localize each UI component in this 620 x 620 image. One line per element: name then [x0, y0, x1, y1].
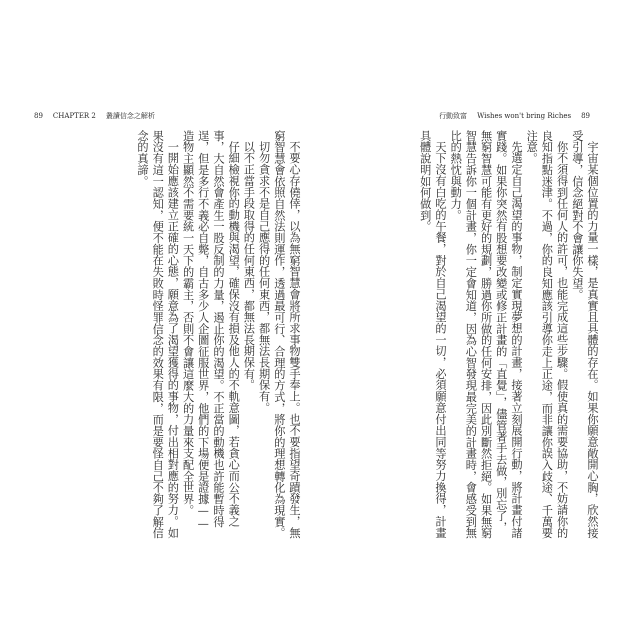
paragraph: 你不須得到任何人的許可，也能完成這些步驟。假使真的需要協助，不妨請你的良知指點迷津。不過，你的良知應該引導你走上正途，而非讓你誤入歧途、千萬要注意。: [525, 130, 569, 539]
book-spread: [26, 110, 599, 546]
paragraph: 先選定自己渴望的事物，制定實現夢想的計畫，接著立刻展開行動，將計畫付諸實踐。如果你突然有股想要改變或修正計畫的「直覺」，儘管著手去做，別忘了，無窮智慧可能有更好的規劃，勝過你所做的任何安排，因此別斷然拒絕。如果無窮智慧告訴你一個計畫，你一定會知道，因為心智發現最完美的計畫時，會感受到無比的熱忱與動力。: [449, 130, 523, 539]
paragraph: 切勿貪求不是自己應得的任何東西，都無法長期保有。: [257, 141, 271, 414]
paragraph: 以不正當手段取得的任何東西，都無法長期保有。: [242, 141, 256, 391]
left-page-number: 89: [34, 112, 43, 120]
paragraph: 天下沒有白吃的午餐，對於自己渴望的一切，必須願意付出同等努力換得，計畫具體說明如何做到。: [418, 130, 447, 539]
left-page-header: [34, 110, 155, 122]
chapter-title: 叢讀信念之解析: [105, 112, 155, 120]
left-page-body: [66, 130, 302, 540]
chapter-label: CHAPTER 2: [52, 112, 96, 120]
section-title: 行動致富: [439, 112, 468, 120]
page-gutter: [309, 110, 310, 546]
right-page-header: [439, 110, 590, 122]
paragraph: 不要心存僥倖，以為無窮智慧會將所求事物雙手奉上。也不要指望奇蹟發生，無窮智慧會依照自然法則運作，透過最可行、合理的方式，將你的理想轉化為現實。: [272, 130, 301, 539]
paragraph: 宇宙某個位置的力量一樣，是真實且具體的存在。如果你願意敞開心胸，欣然接受引導，信念絕對不會讓你失望。: [570, 130, 599, 539]
english-title: Wishes won't bring Riches: [477, 112, 572, 120]
right-page-body: [364, 130, 600, 540]
right-page-number: 89: [581, 112, 590, 120]
paragraph: 一開始應該建立正確的心態，願意為了渴望獲得的事物，付出相對應的努力。如果沒有這一認知，便不能在失敗時怪罪信念的效果有限，而是要怪自己不夠了解信念的真諦。: [135, 130, 180, 539]
paragraph: 仔細檢視你的動機與渴望，確保沒有損及他人的不軌意圖，若貪心而公不義之事，大自然會產生一股反制的力量，遏止你的渴望。不正當的動機也許能暫時得逞，但是多行不義必自斃，自古多少人企圖征服世界，他們的下場便是證據——造物主顯然不需要統一天下的霸主，否則不會讓這麼大的力量來支配全世界。: [181, 130, 241, 531]
